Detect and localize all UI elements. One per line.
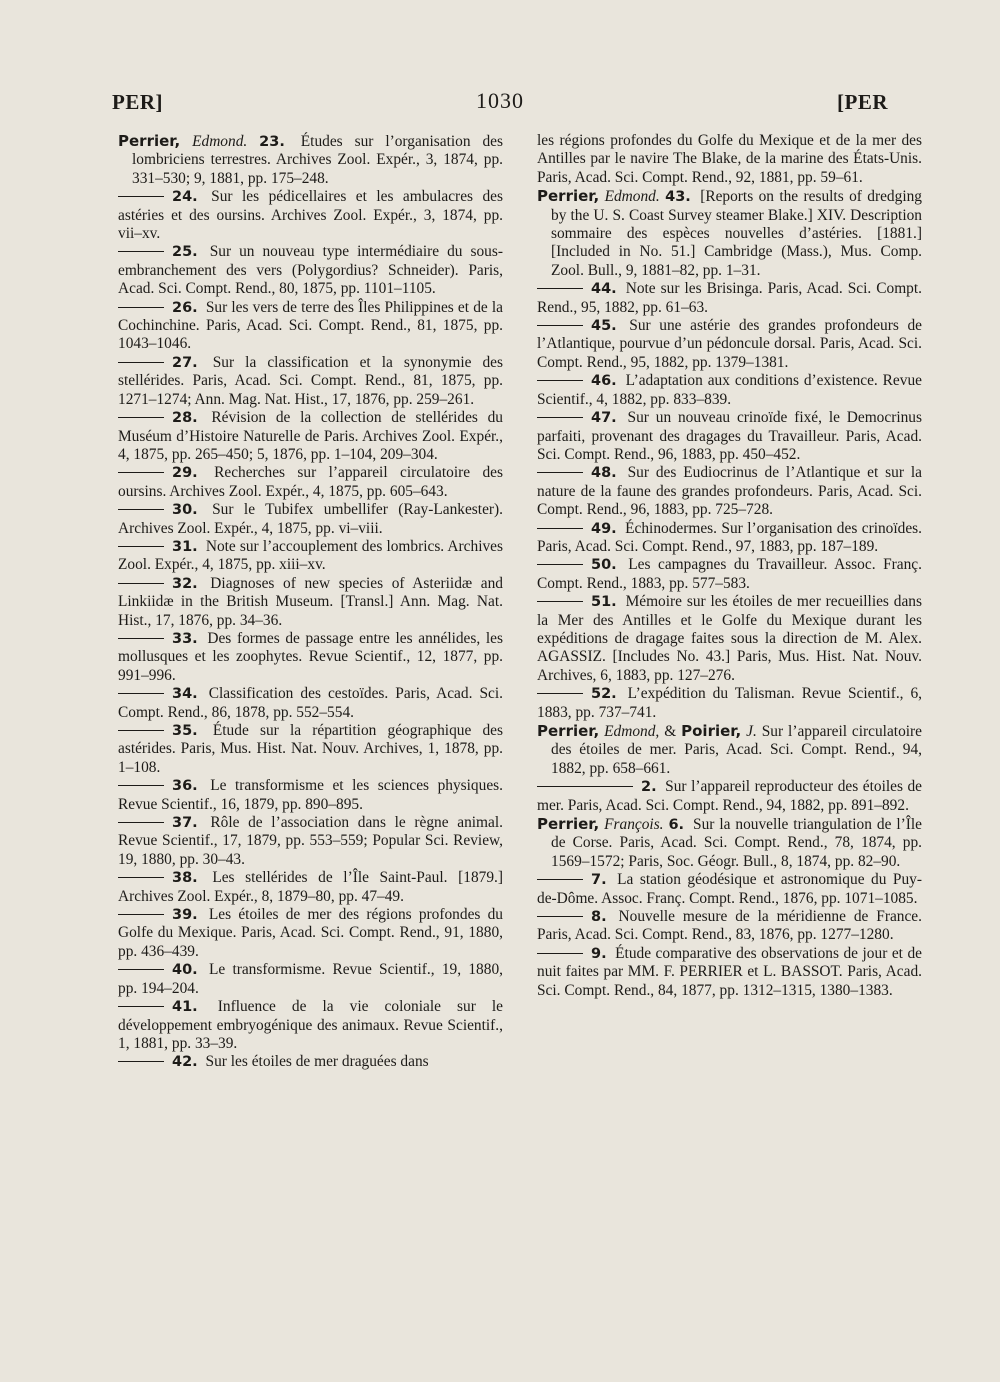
entry-text: Sur une astérie des grandes profondeurs de l’Atlantique, pourvue d’un pédoncule dorsal. Paris, Acad. Sci. Compt. Rend., 95, 1882, pp. 1379–1381. (537, 317, 922, 371)
entry-number: 27. (172, 354, 198, 371)
bibliography-entry (118, 630, 503, 685)
entry-text: Note sur l’accouplement des lombrics. Archives Zool. Expér., 4, 1875, pp. xiii–xv. (118, 537, 503, 574)
entry-number: 34. (172, 686, 198, 703)
ditto-rule (537, 528, 583, 529)
entry-number: 37. (172, 815, 198, 832)
ditto-rule (118, 417, 164, 418)
entry-number: 30. (172, 502, 198, 519)
ditto-rule (537, 879, 583, 880)
author-name: Perrier, (118, 132, 181, 150)
entry-text: Sur les vers de terre des Îles Philippines et de la Cochinchine. Paris, Acad. Sci. Compt. Rend., 81, 1875, pp. 1043–1046. (118, 298, 503, 353)
bibliography-entry (537, 280, 922, 317)
author-first-name: Edmond. (192, 133, 248, 150)
entry-text: Sur un nouveau crinoïde fixé, le Democrinus parfaiti, provenant des dragages du Travailleur. Paris, Acad. Sci. Compt. Rend., 96, 1883, pp. 450–452. (537, 409, 922, 463)
entry-number: 49. (591, 520, 617, 537)
entry-text: Études sur l’organisation des lombriciens terrestres. Archives Zool. Expér., 3, 1874, pp. 331–530; 9, 1881, pp. 175–248. (132, 133, 503, 187)
entry-number: 36. (172, 778, 198, 795)
bibliography-entry (537, 187, 922, 280)
coauthor-first-name: J. (746, 723, 757, 740)
ditto-rule (537, 380, 583, 381)
entry-number: 7. (591, 872, 607, 889)
entry-text: Recherches sur l’appareil circulatoire des oursins. Archives Zool. Expér., 4, 1875, pp. 605–643. (118, 464, 503, 500)
bibliography-entry (537, 132, 922, 187)
bibliography-entry (537, 945, 922, 1000)
left-column (118, 132, 503, 1072)
coauthor-name: Poirier, (681, 722, 742, 740)
entry-number: 8. (591, 909, 607, 926)
ditto-rule (118, 546, 164, 547)
entry-number: 6. (668, 817, 685, 834)
entry-number: 48. (591, 465, 617, 482)
ditto-rule (118, 1006, 164, 1007)
bibliography-entry (118, 538, 503, 575)
bibliography-entry (537, 685, 922, 722)
entry-number: 9. (591, 945, 607, 962)
entry-number: 35. (172, 723, 198, 739)
bibliography-entry (537, 464, 922, 519)
entry-number: 23. (259, 134, 285, 150)
ditto-rule (118, 1061, 164, 1062)
author-name: Perrier, (537, 722, 600, 740)
bibliography-entry (537, 908, 922, 945)
running-head-right: [PER (837, 90, 888, 114)
author-first-name: Edmond, (604, 723, 660, 740)
entry-number: 24. (172, 189, 198, 206)
ditto-rule (537, 601, 583, 602)
entry-text: Les stellérides de l’Île Saint-Paul. [1879.] Archives Zool. Expér., 8, 1879–80, pp. 47–49. (118, 869, 503, 905)
entry-number: 43. (665, 189, 691, 206)
coauthor-conjunction: & (664, 723, 677, 740)
bibliography-entry (118, 1053, 503, 1071)
ditto-rule (537, 693, 583, 694)
ditto-rule (118, 730, 164, 731)
author-name: Perrier, (537, 815, 600, 834)
ditto-rule (537, 953, 583, 954)
bibliography-entry (118, 188, 503, 243)
entry-text: Les étoiles de mer des régions profondes du Golfe du Mexique. Paris, Acad. Sci. Compt. Rend., 91, 1880, pp. 436–439. (118, 906, 503, 960)
bibliography-entry (118, 685, 503, 722)
bibliography-entry (537, 722, 922, 778)
entry-text: Étude comparative des observations de jour et de nuit faites par MM. F. PERRIER et L. BASSOT. Paris, Acad. Sci. Compt. Rend., 84, 1877, pp. 1312–1315, 1380–1383. (537, 944, 922, 999)
author-name: Perrier, (537, 187, 600, 206)
bibliography-entry (118, 961, 503, 998)
ditto-rule (537, 325, 583, 326)
entry-number: 50. (591, 557, 617, 574)
ditto-rule (118, 638, 164, 639)
bibliography-entry (537, 871, 922, 908)
ditto-rule (118, 822, 164, 823)
bibliography-entry (118, 354, 503, 409)
ditto-rule (118, 877, 164, 878)
ditto-rule (118, 362, 164, 363)
ditto-rule (118, 914, 164, 915)
entry-text: Sur les pédicellaires et les ambulacres des astéries et des oursins. Archives Zool. Expér., 3, 1874, pp. vii–xv. (118, 188, 503, 243)
entry-number: 39. (172, 907, 198, 924)
bibliography-entry (537, 317, 922, 372)
ditto-rule (537, 417, 583, 418)
entry-number: 29. (172, 465, 198, 482)
entry-text: Diagnoses of new species of Asteriidæ and Linkiidæ in the British Museum. [Transl.] Ann. Mag. Nat. Hist., 17, 1876, pp. 34–36. (118, 574, 503, 629)
bibliography-entry (537, 593, 922, 685)
ditto-rule (537, 564, 583, 565)
entry-number: 45. (591, 318, 617, 335)
entry-number: 42. (172, 1054, 198, 1071)
ditto-rule (537, 916, 583, 917)
entry-number: 33. (172, 630, 198, 647)
entry-number: 44. (591, 281, 617, 298)
entry-text: les régions profondes du Golfe du Mexique et de la mer des Antilles par le navire The Blake, de la marine des États-Unis. Paris, Acad. Sci. Compt. Rend., 92, 1881, pp. 59–61. (537, 132, 922, 186)
entry-text: Sur des Eudiocrinus de l’Atlantique et sur la nature de la faune des grandes profondeurs. Paris, Acad. Sci. Compt. Rend., 96, 1883, pp. 725–728. (537, 464, 922, 519)
author-first-name: Edmond. (604, 188, 660, 206)
bibliography-entry (537, 372, 922, 409)
bibliography-entry (537, 778, 922, 815)
bibliography-entry (118, 299, 503, 354)
bibliography-entry (118, 132, 503, 188)
entry-text: Sur le Tubifex umbellifer (Ray-Lankester). Archives Zool. Expér., 4, 1875, pp. vi–viii. (118, 501, 503, 537)
ditto-rule (118, 969, 164, 970)
entry-text: Révision de la collection de stellérides du Muséum d’Histoire Naturelle de Paris. Archives Zool. Expér., 4, 1875, pp. 265–450; 5, 1876, pp. 1–104, 209–304. (118, 409, 503, 463)
entry-text: L’adaptation aux conditions d’existence. Revue Scientif., 4, 1882, pp. 833–839. (537, 372, 922, 408)
bibliography-entry (118, 575, 503, 630)
bibliography-entry (537, 815, 922, 871)
bibliography-entry (118, 501, 503, 538)
entry-number: 47. (591, 410, 617, 427)
entry-number: 51. (591, 594, 617, 611)
entry-number: 52. (591, 686, 617, 703)
entry-text: La station géodésique et astronomique du Puy-de-Dôme. Assoc. Franç. Compt. Rend., 1876, pp. 1071–1085. (537, 871, 922, 907)
ditto-rule (118, 307, 164, 308)
entry-text: Sur les étoiles de mer draguées dans (205, 1053, 429, 1071)
entry-text: L’expédition du Talisman. Revue Scientif., 6, 1883, pp. 737–741. (537, 685, 922, 721)
entry-text: Étude sur la répartition géographique des astérides. Paris, Mus. Hist. Nat. Nouv. Archives, 1, 1878, pp. 1–108. (118, 722, 503, 776)
entry-number: 31. (172, 538, 198, 555)
bibliography-entry (118, 906, 503, 961)
bibliography-entry (118, 869, 503, 906)
entry-number: 25. (172, 244, 198, 261)
ditto-rule (118, 251, 164, 252)
bibliography-entry (118, 814, 503, 869)
entry-text: Les campagnes du Travailleur. Assoc. Franç. Compt. Rend., 1883, pp. 577–583. (537, 556, 922, 592)
bibliography-entry (118, 243, 503, 298)
running-head-left: PER] (112, 90, 163, 114)
bibliography-entry (118, 777, 503, 814)
entry-number: 41. (172, 999, 198, 1016)
bibliography-entry (118, 464, 503, 501)
entry-text: Rôle de l’association dans le règne animal. Revue Scientif., 17, 1879, pp. 553–559; Popular Sci. Review, 19, 1880, pp. 30–43. (118, 814, 503, 868)
entry-text: Sur la classification et la synonymie des stellérides. Paris, Acad. Sci. Compt. Rend., 81, 1875, pp. 1271–1274; Ann. Mag. Nat. Hist., 17, 1876, pp. 259–261. (118, 353, 504, 408)
entry-number: 2. (641, 779, 657, 796)
entry-number: 32. (172, 575, 198, 592)
bibliography-entry (118, 409, 503, 464)
ditto-rule (118, 196, 164, 197)
ditto-rule (118, 509, 164, 510)
ditto-rule (537, 786, 633, 787)
entry-text: Des formes de passage entre les annélides, les mollusques et les zoophytes. Revue Scientif., 12, 1877, pp. 991–996. (118, 629, 503, 684)
entry-number: 40. (172, 962, 198, 979)
page-number: 1030 (476, 88, 524, 113)
entry-text: Nouvelle mesure de la méridienne de France. Paris, Acad. Sci. Compt. Rend., 83, 1876, pp. 1277–1280. (537, 908, 922, 944)
bibliography-entry (537, 520, 922, 557)
entry-number: 38. (172, 870, 198, 887)
entry-text: Le transformisme. Revue Scientif., 19, 1880, pp. 194–204. (118, 961, 503, 997)
bibliography-entry (118, 722, 503, 777)
right-column (537, 132, 922, 1000)
entry-number: 26. (172, 299, 198, 316)
entry-text: Échinodermes. Sur l’organisation des crinoïdes. Paris, Acad. Sci. Compt. Rend., 97, 1883, pp. 187–189. (537, 519, 922, 555)
entry-text: Mémoire sur les étoiles de mer recueillies dans la Mer des Antilles et le Golfe du Mexique durant les expéditions de dragage faites sous la direction de M. Alex. AGASSIZ. [Includes No. 43.] Paris, Mus. Hist. Nat. Nouv. Archives, 6, 1883, pp. 127–276. (537, 593, 922, 684)
entry-number: 46. (591, 373, 617, 390)
entry-text: Classification des cestoïdes. Paris, Acad. Sci. Compt. Rend., 86, 1878, pp. 552–554. (118, 685, 503, 721)
ditto-rule (537, 472, 583, 473)
ditto-rule (118, 472, 164, 473)
ditto-rule (118, 583, 164, 584)
author-first-name: François. (604, 816, 664, 834)
entry-text: [Reports on the results of dredging by the U. S. Coast Survey steamer Blake.] XIV. Description sommaire des espèces nouvelles d’astéries. [1881.] [Included in No. 51.] Cambridge (Mass.), Mus. Comp. Zool. Bull., 9, 1881–82, pp. 1–31. (551, 188, 922, 279)
bibliography-entry (537, 409, 922, 464)
entry-text: Sur l’appareil reproducteur des étoiles de mer. Paris, Acad. Sci. Compt. Rend., 94, 1882, pp. 891–892. (537, 778, 923, 814)
entry-text: Le transformisme et les sciences physiques. Revue Scientif., 16, 1879, pp. 890–895. (118, 777, 503, 813)
entry-text: Sur un nouveau type intermédiaire du sous-embranchement des vers (Polygordius? Schneider). Paris, Acad. Sci. Compt. Rend., 80, 1875, pp. 1101–1105. (118, 243, 503, 298)
entry-number: 28. (172, 410, 198, 427)
entry-text: Sur la nouvelle triangulation de l’Île de Corse. Paris, Acad. Sci. Compt. Rend., 78, 1874, pp. 1569–1572; Paris, Soc. Géogr. Bull., 8, 1874, pp. 82–90. (551, 816, 922, 870)
ditto-rule (537, 288, 583, 289)
ditto-rule (118, 693, 164, 694)
ditto-rule (118, 785, 164, 786)
bibliography-entry (537, 556, 922, 593)
bibliography-entry (118, 998, 503, 1053)
entry-text: Influence de la vie coloniale sur le développement embryogénique des animaux. Revue Scientif., 1, 1881, pp. 33–39. (118, 998, 503, 1052)
entry-text: Sur l’appareil circulatoire des étoiles de mer. Paris, Acad. Sci. Compt. Rend., 94, 1882, pp. 658–661. (551, 723, 922, 777)
entry-text: Note sur les Brisinga. Paris, Acad. Sci. Compt. Rend., 95, 1882, pp. 61–63. (537, 280, 922, 316)
